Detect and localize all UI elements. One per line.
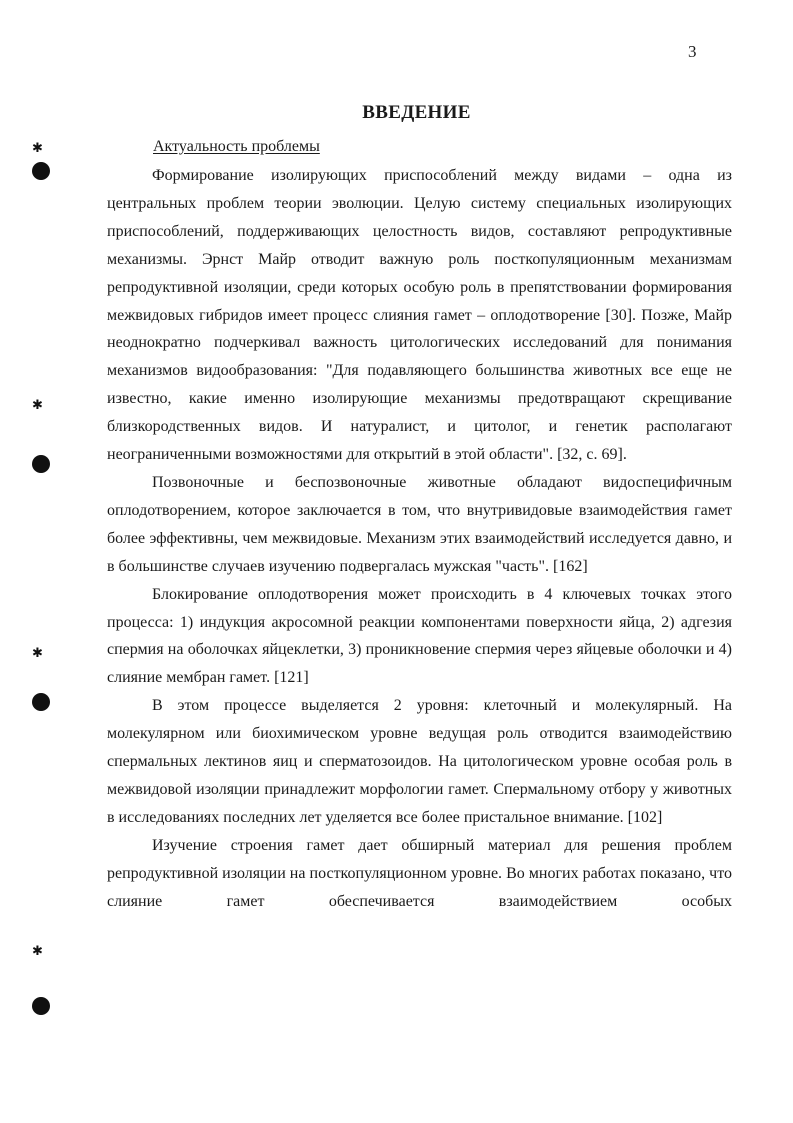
section-subtitle: Актуальность проблемы [153, 138, 320, 155]
binder-hole-icon [32, 997, 50, 1015]
page-title: ВВЕДЕНИЕ [362, 102, 471, 123]
page-number: 3 [688, 42, 697, 61]
scan-speck-icon: ✱ [32, 397, 43, 412]
body-text [107, 162, 732, 915]
binder-hole-icon [32, 693, 50, 711]
paragraph: Формирование изолирующих приспособлений между видами – одна из центральных проблем теории эволюции. Целую систему специальных изолирующих приспособлений, поддерживающих целостность видов, составляют репродуктивные механизмы. Эрнст Майр отводит важную роль посткопуляционным механизмам репродуктивной изоляции, среди которых особую роль в препятствовании формирования межвидовых гибридов имеет процесс слияния гамет – оплодотворение [30]. Позже, Майр неоднократно подчеркивал важность цитологических исследований для понимания механизмов видообразования: "Для подавляющего большинства животных все еще не известно, какие именно изолирующие механизмы предотвращают скрещивание близкородственных видов. И натуралист, и цитолог, и генетик располагают неограниченными возможностями для открытий в этой области". [32, с. 69]. [107, 167, 732, 464]
scan-speck-icon: ✱ [32, 140, 43, 155]
paragraph: В этом процессе выделяется 2 уровня: клеточный и молекулярный. На молекулярном или биохимическом уровне ведущая роль отводится взаимодействию спермальных лектинов яиц и сперматозоидов. На цитологическом уровне особая роль в межвидовой изоляции принадлежит морфологии гамет. Спермальному отбору у животных в исследованиях последних лет уделяется все более пристальное внимание. [102] [107, 697, 732, 826]
binder-hole-icon [32, 162, 50, 180]
scan-speck-icon: ✱ [32, 943, 43, 958]
paragraph: Блокирование оплодотворения может происходить в 4 ключевых точках этого процесса: 1) индукция акросомной реакции компонентами поверхности яйца, 2) адгезия спермия на оболочках яйцеклетки, 3) проникновение спермия через яйцевые оболочки и 4) слияние мембран гамет. [121] [107, 585, 732, 687]
paragraph: Позвоночные и беспозвоночные животные обладают видоспецифичным оплодотворением, которое заключается в том, что внутривидовые взаимодействия гамет более эффективны, чем межвидовые. Механизм этих взаимодействий исследуется давно, и в большинстве случаев изучению подвергалась мужская "часть". [162] [107, 473, 732, 575]
binder-hole-icon [32, 455, 50, 473]
paragraph: Изучение строения гамет дает обширный материал для решения проблем репродуктивной изоляции на посткопуляционном уровне. Во многих работах показано, что слияние гамет обеспечивается взаимодействием особых [107, 836, 732, 910]
scan-speck-icon: ✱ [32, 645, 43, 660]
